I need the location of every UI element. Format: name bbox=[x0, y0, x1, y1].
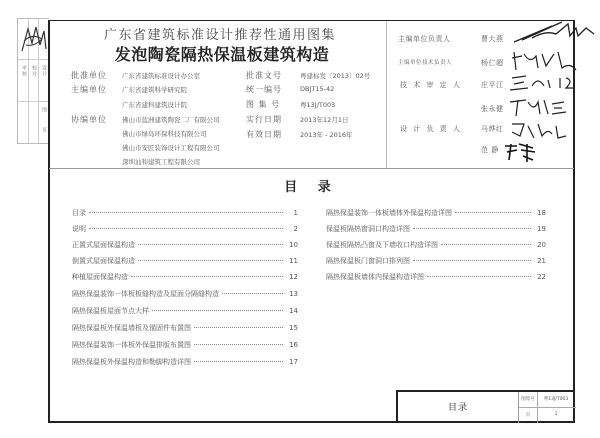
toc-entry-title: 正置式屋面保温构造 bbox=[72, 241, 135, 249]
toc-heading: 目 录 bbox=[284, 180, 339, 195]
name-chief-unit-head: 曹大燕 bbox=[481, 35, 504, 43]
title-block bbox=[396, 390, 575, 423]
signature-icon bbox=[508, 72, 578, 92]
page-number: 1 bbox=[554, 412, 558, 417]
field-value-approval-no: 粤建标发〔2013〕02号 bbox=[300, 72, 371, 80]
name-design-lead-2: 范 静 bbox=[481, 146, 499, 154]
title-block-title: 目录 bbox=[447, 403, 468, 413]
toc-entry-page: 10 bbox=[289, 241, 298, 249]
chief-editor-label: 主编单位 bbox=[71, 85, 107, 94]
field-label-atlas-no: 图 集 号 bbox=[246, 100, 281, 109]
toc-entry[interactable] bbox=[326, 272, 546, 284]
toc-entry-title: 隔热保温装饰一体板板缝构造及屋面分隔缝构造 bbox=[72, 290, 219, 298]
toc-entry[interactable] bbox=[326, 224, 546, 236]
margin-signature-strip bbox=[17, 18, 49, 144]
toc-entry[interactable] bbox=[72, 224, 298, 236]
margin-label-proofread: 校对 bbox=[31, 65, 37, 77]
toc-entry[interactable] bbox=[72, 357, 298, 369]
document-title: 发泡陶瓷隔热保温板建筑构造 bbox=[114, 45, 330, 64]
toc-entry[interactable] bbox=[72, 289, 298, 301]
co-editor-unit-4: 深圳汕和建筑工程有限公司 bbox=[122, 158, 200, 166]
toc-entry-page: 17 bbox=[289, 358, 298, 366]
role-chief-unit-head: 主编单位负责人 bbox=[398, 35, 451, 43]
series-title: 广东省建筑标准设计推荐性通用图集 bbox=[103, 28, 336, 43]
signature-icon bbox=[508, 118, 568, 140]
field-value-unified-no: DBJT15-42 bbox=[300, 85, 335, 93]
co-editor-label: 协编单位 bbox=[71, 115, 107, 124]
toc-entry-title: 目录 bbox=[72, 209, 86, 217]
signature-icon bbox=[503, 140, 539, 162]
name-tech-reviewer: 庄平江 bbox=[481, 81, 504, 89]
toc-entry-page: 22 bbox=[537, 273, 546, 281]
toc-entry-page: 12 bbox=[289, 273, 298, 281]
toc-entry-page: 20 bbox=[537, 241, 546, 249]
toc-entry-title: 保温板隔热窗洞口构造详图 bbox=[326, 225, 410, 233]
approving-unit: 广东省建筑标准设计办公室 bbox=[122, 72, 200, 80]
atlas-number-label: 图集号 bbox=[521, 397, 535, 402]
chief-editor-unit-1: 广东省建筑科学研究院 bbox=[122, 86, 187, 94]
toc-entry-title: 隔热保温板墙体内保温构造详图 bbox=[326, 273, 424, 281]
role-tech-reviewer: 技 术 审 定 人 bbox=[400, 81, 462, 89]
toc-entry-title: 隔热保温板门窗洞口排列图 bbox=[326, 257, 410, 265]
toc-entry[interactable] bbox=[326, 256, 546, 268]
name-design-lead: 马烨红 bbox=[481, 125, 504, 133]
toc-entry-title: 隔热保温装饰一体板外保温排版布置图 bbox=[72, 341, 191, 349]
name-chief-tech-head: 杨仁超 bbox=[481, 59, 504, 67]
signature-icon bbox=[512, 20, 597, 46]
page-label: 页 bbox=[525, 413, 531, 418]
toc-entry-page: 15 bbox=[289, 324, 298, 332]
toc-entry[interactable] bbox=[72, 240, 298, 252]
field-label-unified-no: 统一编号 bbox=[246, 85, 282, 94]
co-editor-unit-3: 佛山市安匠装饰设计工程有限公司 bbox=[122, 144, 220, 152]
margin-label-drawing: 图 bbox=[41, 107, 47, 113]
co-editor-unit-1: 佛山市蓝洲建筑陶瓷二厂有限公司 bbox=[122, 116, 220, 124]
toc-entry[interactable] bbox=[326, 240, 546, 252]
signature-icon bbox=[510, 48, 580, 72]
field-value-effective-date: 2013年12月1日 bbox=[300, 116, 349, 124]
toc-entry-page: 2 bbox=[293, 225, 298, 233]
toc-entry-page: 13 bbox=[289, 290, 298, 298]
field-label-approval-no: 批准文号 bbox=[246, 71, 282, 80]
field-label-effective-date: 实行日期 bbox=[246, 115, 282, 124]
field-value-atlas-no: 粤13J/T003 bbox=[300, 101, 336, 109]
co-editor-unit-2: 佛山市绿岛环保科技有限公司 bbox=[122, 130, 207, 138]
toc-entry-title: 隔热保温板屋面节点大样 bbox=[72, 307, 149, 315]
toc-entry-title: 保温板隔热凸窗及下墙收口构造详图 bbox=[326, 241, 438, 249]
header-divider bbox=[49, 168, 574, 169]
toc-entry-title: 倒置式屋面保温构造 bbox=[72, 257, 135, 265]
toc-entry-title: 隔热保温板外保温墙板及锚固件布置图 bbox=[72, 324, 191, 332]
approving-unit-label: 批准单位 bbox=[71, 71, 107, 80]
handwritten-signature-icon bbox=[20, 23, 48, 55]
margin-label-page: 页 bbox=[41, 127, 47, 133]
field-label-valid-period: 有效日期 bbox=[246, 130, 282, 139]
margin-label-review: 审核 bbox=[21, 65, 27, 77]
atlas-number-value: 粤13J/T003 bbox=[543, 397, 569, 402]
chief-editor-unit-2: 广东省建科建筑设计院 bbox=[122, 101, 187, 109]
toc-entry-title: 种植屋面保温构造 bbox=[72, 273, 128, 281]
name-reviewer-2: 张永健 bbox=[481, 105, 504, 113]
role-design-lead: 设 计 负 责 人 bbox=[400, 125, 462, 133]
role-chief-tech-head: 主编单位技术负责人 bbox=[398, 60, 453, 66]
signature-icon bbox=[508, 96, 568, 118]
toc-entry[interactable] bbox=[72, 306, 298, 318]
toc-entry-page: 21 bbox=[537, 257, 546, 265]
toc-entry-title: 说明 bbox=[72, 225, 86, 233]
toc-entry-page: 19 bbox=[537, 225, 546, 233]
field-value-valid-period: 2013年 - 2016年 bbox=[300, 131, 353, 139]
toc-entry-page: 11 bbox=[289, 257, 298, 265]
margin-signature-area bbox=[18, 19, 49, 60]
toc-entry[interactable] bbox=[72, 208, 298, 220]
header-vertical-divider bbox=[386, 21, 387, 168]
toc-entry[interactable] bbox=[326, 208, 546, 220]
toc-entry[interactable] bbox=[72, 340, 298, 352]
title-block-grid bbox=[518, 392, 576, 423]
toc-entry-page: 16 bbox=[289, 341, 298, 349]
toc-entry-page: 14 bbox=[289, 307, 298, 315]
toc-entry-page: 18 bbox=[537, 209, 546, 217]
toc-entry-title: 隔热保温板外保温构造和勒脚构造详图 bbox=[72, 358, 191, 366]
toc-entry[interactable] bbox=[72, 272, 298, 284]
toc-entry-page: 1 bbox=[293, 209, 298, 217]
toc-entry-title: 隔热保温装饰一体板墙体外保温构造详图 bbox=[326, 209, 452, 217]
toc-entry[interactable] bbox=[72, 323, 298, 335]
margin-label-design: 设计 bbox=[41, 65, 47, 77]
toc-entry[interactable] bbox=[72, 256, 298, 268]
